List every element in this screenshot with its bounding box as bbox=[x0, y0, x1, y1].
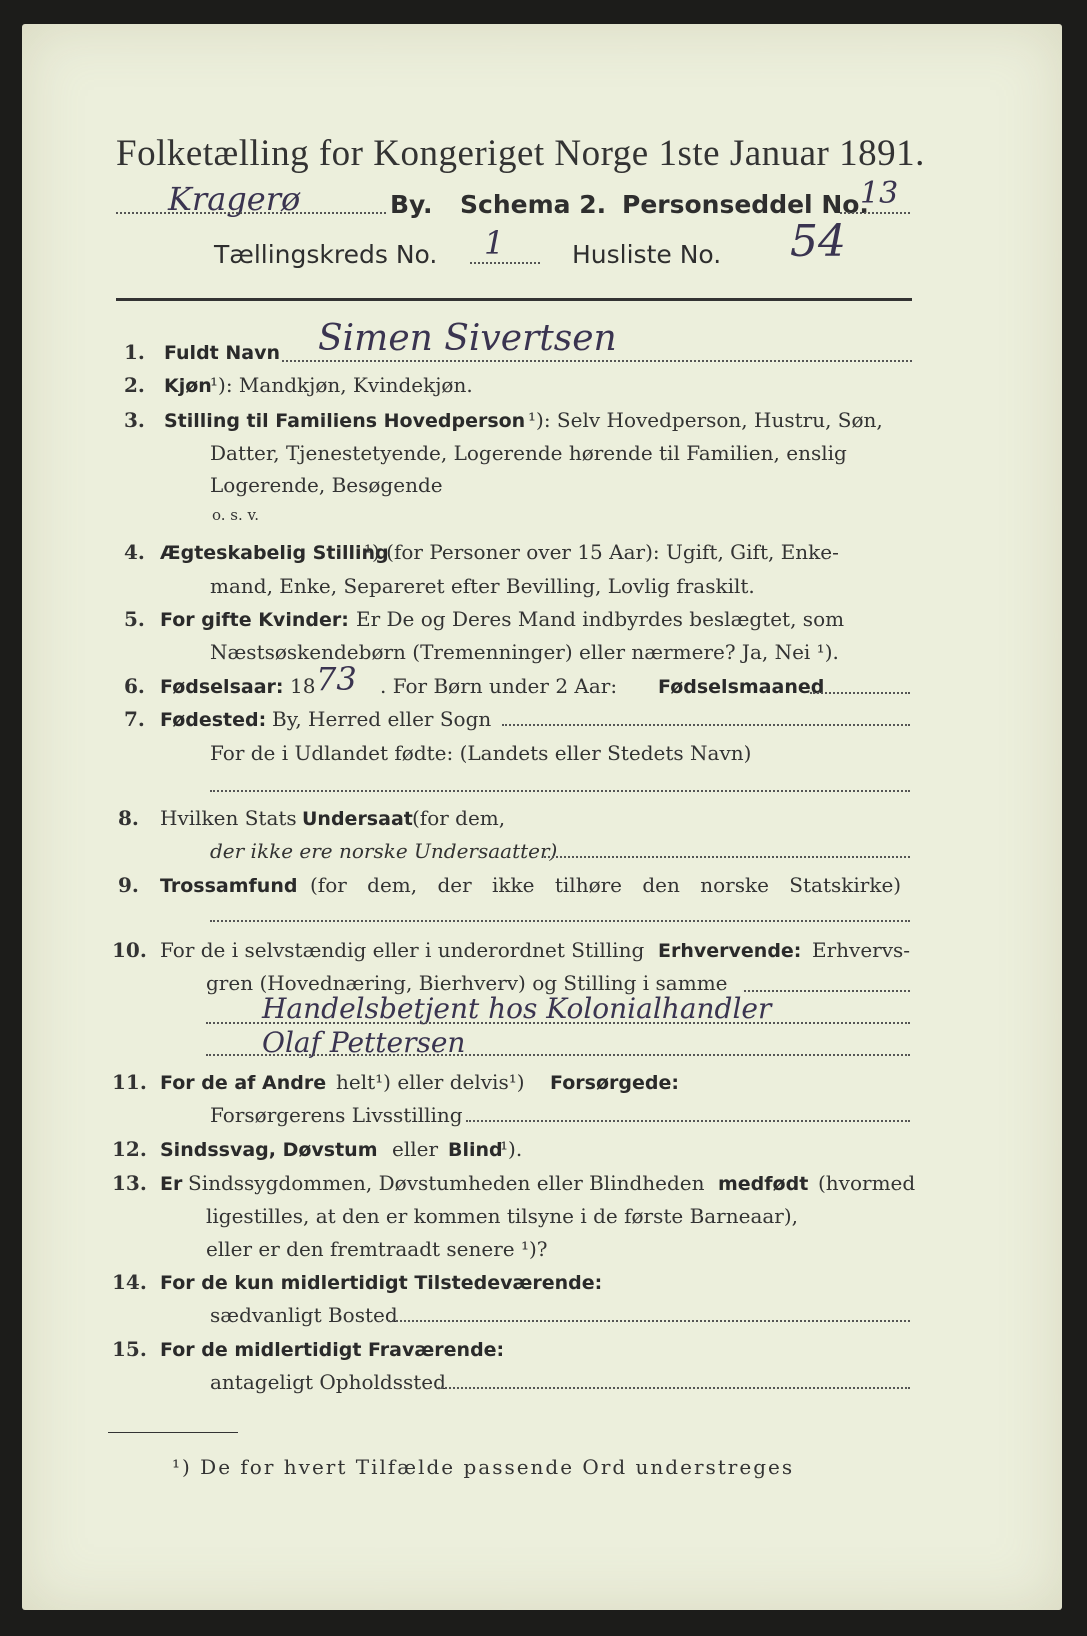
item-13-text-1: Sindssygdommen, Døvstumheden eller Blindheden bbox=[188, 1171, 705, 1195]
item-9-dotted-line bbox=[210, 920, 910, 922]
item-1-number: 1. bbox=[124, 340, 145, 364]
item-6-dotted-line bbox=[810, 692, 910, 694]
item-10-text-3: gren (Hovednæring, Bierhverv) og Stilling i samme bbox=[206, 971, 728, 995]
item-3-text-4: o. s. v. bbox=[212, 506, 259, 524]
item-11-dotted-line bbox=[466, 1120, 910, 1122]
item-8-text-2: (for dem, bbox=[412, 806, 506, 830]
form-title: Folketælling for Kongeriget Norge 1ste Januar 1891. bbox=[116, 133, 925, 174]
item-13-label-2: medfødt bbox=[718, 1173, 809, 1195]
husliste-number: 54 bbox=[790, 216, 846, 267]
item-1-label: Fuldt Navn bbox=[164, 342, 281, 364]
item-7-text-2: For de i Udlandet fødte: (Landets eller Stedets Navn) bbox=[210, 741, 752, 765]
item-3-text-3: Logerende, Besøgende bbox=[210, 473, 443, 497]
item-15-text: antageligt Opholdssted bbox=[210, 1370, 446, 1394]
item-10-dotted-line-2 bbox=[206, 1022, 910, 1024]
footnote-text: ¹) De for hvert Tilfælde passende Ord understreges bbox=[172, 1455, 795, 1479]
item-8-dotted-line bbox=[544, 856, 910, 858]
item-7-label: Fødested: bbox=[160, 709, 267, 731]
kreds-number: 1 bbox=[484, 224, 505, 262]
item-11-label: For de af Andre bbox=[160, 1072, 327, 1094]
item-13-text-4: eller er den fremtraadt senere ¹)? bbox=[206, 1237, 548, 1261]
schema-label: Schema 2. bbox=[460, 190, 607, 219]
item-14-label: For de kun midlertidigt Tilstedeværende: bbox=[160, 1272, 603, 1294]
item-10-dotted-line-3 bbox=[206, 1054, 910, 1056]
item-4-text-1: ¹) (for Personer over 15 Aar): Ugift, Gift, Enke- bbox=[364, 540, 839, 564]
item-14-text: sædvanligt Bosted bbox=[210, 1303, 398, 1327]
item-10-handwritten-occupation: Handelsbetjent hos Kolonialhandler bbox=[262, 992, 772, 1025]
item-10-text-2: Erhvervs- bbox=[812, 938, 911, 962]
item-15-dotted-line bbox=[438, 1387, 910, 1389]
item-3-text-2: Datter, Tjenestetyende, Logerende hørende til Familien, enslig bbox=[210, 441, 847, 465]
kreds-label: Tællingskreds No. bbox=[214, 240, 438, 269]
item-14-number: 14. bbox=[112, 1270, 147, 1294]
item-7-number: 7. bbox=[124, 707, 145, 731]
item-13-number: 13. bbox=[112, 1171, 147, 1195]
item-12-label-2: Blind bbox=[448, 1139, 503, 1161]
item-12-label: Sindssvag, Døvstum bbox=[160, 1139, 378, 1161]
item-10-text-1: For de i selvstændig eller i underordnet Stilling bbox=[160, 938, 645, 962]
item-6-month-label: Fødselsmaaned bbox=[658, 676, 825, 698]
city-dotted-line bbox=[116, 212, 386, 214]
item-8-number: 8. bbox=[118, 806, 139, 830]
item-9-label: Trossamfund bbox=[160, 875, 298, 897]
item-14-dotted-line bbox=[388, 1320, 910, 1322]
item-3-number: 3. bbox=[124, 408, 145, 432]
item-7-dotted-line-2 bbox=[210, 790, 910, 792]
item-13-text-3: ligestilles, at den er kommen tilsyne i de første Barneaar), bbox=[206, 1204, 799, 1228]
item-11-text-2: Forsørgerens Livsstilling bbox=[210, 1103, 463, 1127]
item-5-label: For gifte Kvinder: bbox=[160, 609, 349, 631]
item-4-number: 4. bbox=[124, 540, 145, 564]
item-6-label: Fødselsaar: bbox=[160, 676, 284, 698]
item-8-label: Undersaat bbox=[302, 808, 413, 830]
personseddel-number: 13 bbox=[860, 176, 899, 211]
item-8-text-3: der ikke ere norske Undersaatter) bbox=[210, 839, 558, 863]
item-6-handwritten-year: 73 bbox=[316, 660, 357, 698]
item-3-label: Stilling til Familiens Hovedperson bbox=[164, 410, 526, 432]
item-8-text-1: Hvilken Stats bbox=[160, 806, 297, 830]
item-13-label: Er bbox=[160, 1173, 183, 1195]
item-4-label: Ægteskabelig Stilling bbox=[160, 542, 389, 564]
item-4-text-2: mand, Enke, Separeret efter Bevilling, Lovlig fraskilt. bbox=[210, 574, 755, 598]
item-6-century: 18 bbox=[290, 674, 316, 698]
item-1-handwritten-name: Simen Sivertsen bbox=[318, 318, 617, 359]
personseddel-dotted-line bbox=[840, 212, 910, 214]
footnote-rule bbox=[108, 1432, 238, 1433]
item-5-text-2: Næstsøskendebørn (Tremenninger) eller nærmere? Ja, Nei ¹). bbox=[210, 640, 839, 664]
item-9-number: 9. bbox=[118, 873, 139, 897]
item-12-number: 12. bbox=[112, 1137, 147, 1161]
item-5-text-1: Er De og Deres Mand indbyrdes beslægtet, som bbox=[356, 607, 845, 631]
husliste-label: Husliste No. bbox=[572, 240, 722, 269]
item-6-number: 6. bbox=[124, 674, 145, 698]
item-7-text-1: By, Herred eller Sogn bbox=[272, 707, 492, 731]
item-1-dotted-line bbox=[282, 360, 912, 362]
item-6-text: . For Børn under 2 Aar: bbox=[380, 674, 618, 698]
item-9-text: (for dem, der ikke tilhøre den norske Statskirke) bbox=[310, 873, 902, 897]
header-rule bbox=[116, 298, 912, 301]
item-11-number: 11. bbox=[112, 1070, 147, 1094]
item-10-label: Erhvervende: bbox=[658, 940, 802, 962]
item-11-text-1: helt¹) eller delvis¹) bbox=[336, 1070, 525, 1094]
item-15-number: 15. bbox=[112, 1337, 147, 1361]
item-2-number: 2. bbox=[124, 373, 145, 397]
item-15-label: For de midlertidigt Fraværende: bbox=[160, 1339, 505, 1361]
item-2-text: ¹): Mandkjøn, Kvindekjøn. bbox=[210, 373, 473, 397]
personseddel-label: Personseddel No. bbox=[622, 190, 869, 219]
item-11-label-2: Forsørgede: bbox=[550, 1072, 679, 1094]
item-7-dotted-line-1 bbox=[502, 724, 910, 726]
item-10-handwritten-employer: Olaf Pettersen bbox=[262, 1026, 466, 1059]
item-13-text-2: (hvormed bbox=[818, 1171, 916, 1195]
item-3-text-1: ¹): Selv Hovedperson, Hustru, Søn, bbox=[528, 408, 883, 432]
item-12-text: eller bbox=[392, 1137, 439, 1161]
city-handwritten: Kragerø bbox=[168, 180, 301, 218]
item-10-number: 10. bbox=[112, 938, 147, 962]
item-12-text-2: ¹). bbox=[500, 1137, 523, 1161]
kreds-dotted-line bbox=[470, 262, 540, 264]
item-2-label: Kjøn bbox=[164, 375, 212, 397]
item-5-number: 5. bbox=[124, 607, 145, 631]
by-label: By. bbox=[390, 190, 433, 219]
